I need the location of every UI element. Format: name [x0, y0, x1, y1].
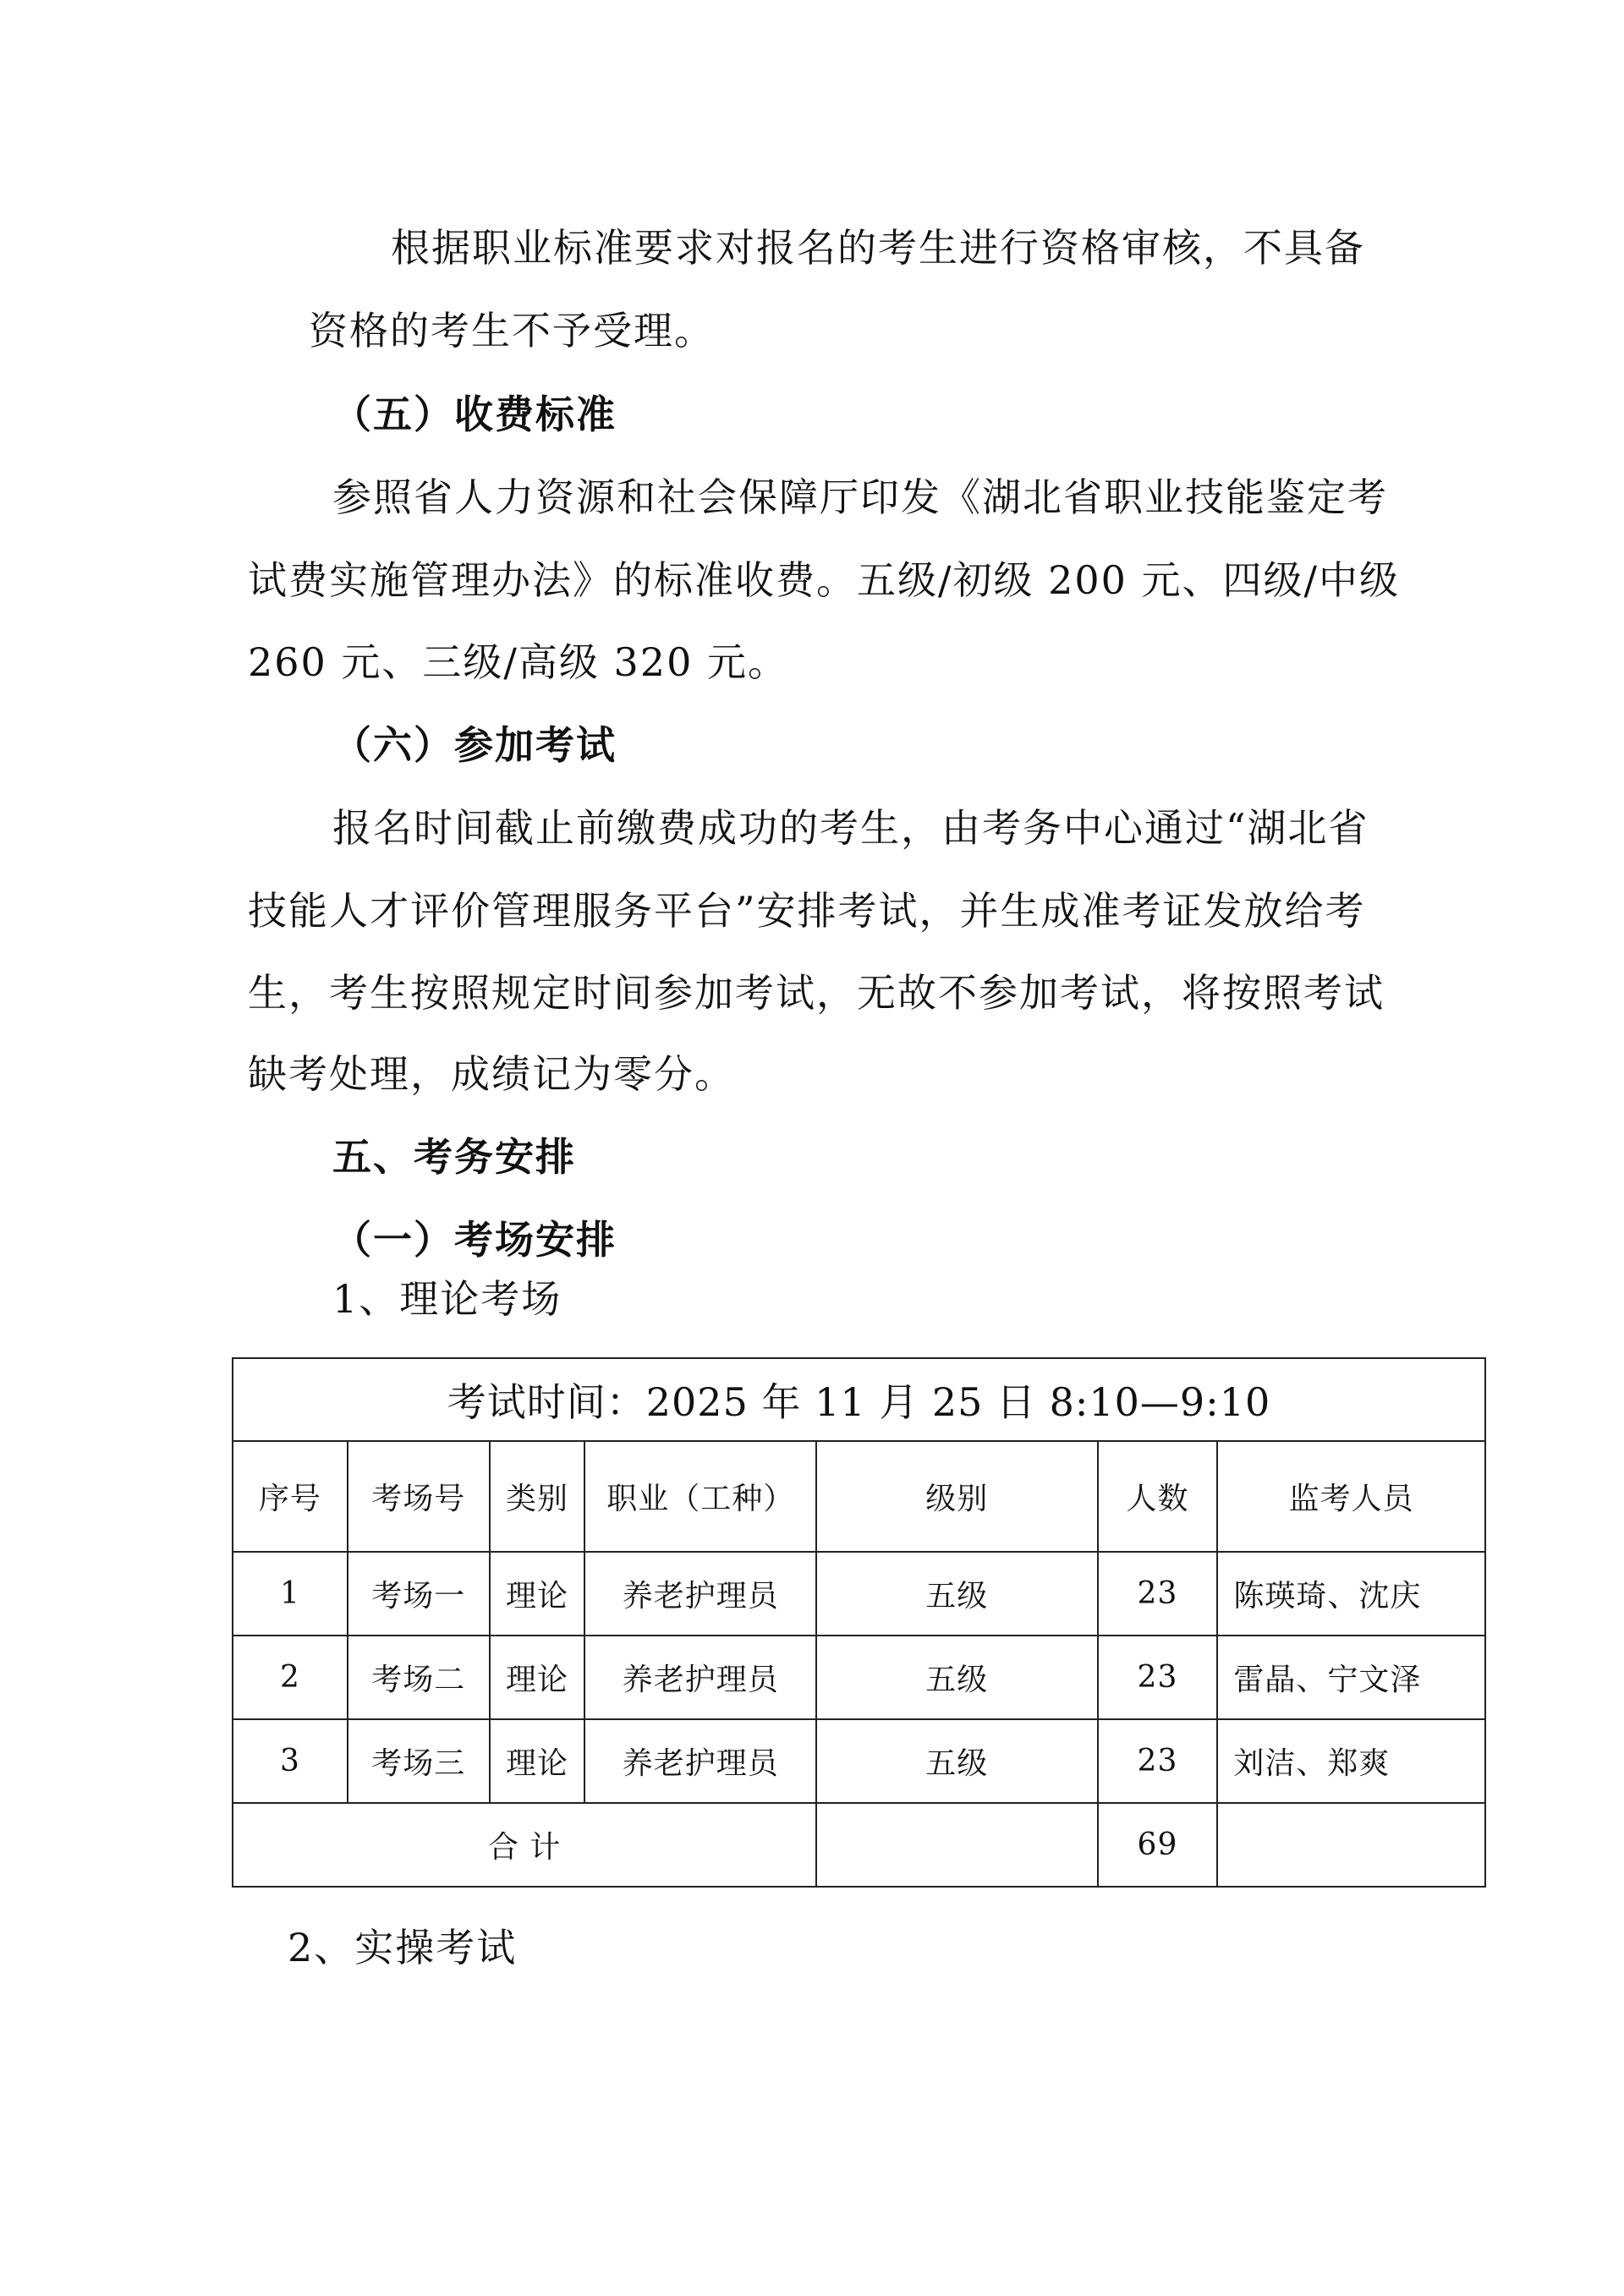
cell: 养老护理员: [584, 1719, 816, 1803]
paragraph-line: 缺考处理，成绩记为零分。: [248, 1051, 735, 1097]
table-row: [233, 1552, 1485, 1636]
header-cell: 考场号: [348, 1441, 490, 1552]
cell: 养老护理员: [584, 1552, 816, 1636]
cell: 雷晶、宁文泽: [1217, 1636, 1485, 1719]
cell: 五级: [816, 1636, 1097, 1719]
cell: 五级: [816, 1552, 1097, 1636]
header-cell: 监考人员: [1217, 1441, 1485, 1552]
paragraph-line: 根据职业标准要求对报名的考生进行资格审核，不具备: [391, 225, 1365, 271]
header-cell: 序号: [233, 1441, 348, 1552]
table-caption: 考试时间：2025 年 11 月 25 日 8:10—9:10: [233, 1358, 1485, 1441]
theory-exam-table: [232, 1357, 1486, 1888]
cell: 3: [233, 1719, 348, 1803]
table-row: [233, 1636, 1485, 1719]
cell: 陈瑛琦、沈庆: [1217, 1552, 1485, 1636]
cell: [1217, 1803, 1485, 1887]
subsection-title: 2、实操考试: [288, 1925, 518, 1970]
paragraph-line: 生，考生按照规定时间参加考试，无故不参加考试，将按照考试: [248, 970, 1385, 1016]
cell: 2: [233, 1636, 348, 1719]
cell: 理论: [490, 1719, 585, 1803]
header-cell: 职业（工种）: [584, 1441, 816, 1552]
cell: 23: [1098, 1552, 1218, 1636]
section-heading: 五、考务安排: [332, 1134, 576, 1180]
table-row: [233, 1719, 1485, 1803]
cell: 考场二: [348, 1636, 490, 1719]
cell: 理论: [490, 1552, 585, 1636]
cell: 23: [1098, 1719, 1218, 1803]
cell: [816, 1803, 1097, 1887]
paragraph-line: 资格的考生不予受理。: [309, 308, 715, 353]
paragraph-line: 试费实施管理办法》的标准收费。五级/初级 200 元、四级/中级: [248, 557, 1401, 603]
cell: 23: [1098, 1636, 1218, 1719]
cell: 刘洁、郑爽: [1217, 1719, 1485, 1803]
table-header-row: [233, 1441, 1485, 1552]
total-label: 合 计: [233, 1803, 816, 1887]
total-count: 69: [1098, 1803, 1218, 1887]
cell: 考场三: [348, 1719, 490, 1803]
cell: 1: [233, 1552, 348, 1636]
cell: 考场一: [348, 1552, 490, 1636]
paragraph-line: 260 元、三级/高级 320 元。: [248, 639, 788, 685]
cell: 五级: [816, 1719, 1097, 1803]
table-total-row: [233, 1803, 1485, 1887]
header-cell: 类别: [490, 1441, 585, 1552]
header-cell: 级别: [816, 1441, 1097, 1552]
cell: 理论: [490, 1636, 585, 1719]
section-heading: （五）收费标准: [332, 392, 617, 437]
header-cell: 人数: [1098, 1441, 1218, 1552]
section-heading: （六）参加考试: [332, 722, 617, 768]
paragraph-line: 技能人才评价管理服务平台”安排考试，并生成准考证发放给考: [248, 888, 1366, 934]
subsection-heading: （一）考场安排: [332, 1217, 617, 1263]
paragraph-line: 参照省人力资源和社会保障厅印发《湖北省职业技能鉴定考: [332, 474, 1388, 520]
cell: 养老护理员: [584, 1636, 816, 1719]
paragraph-line: 报名时间截止前缴费成功的考生，由考务中心通过“湖北省: [332, 805, 1369, 851]
subsection-title: 1、理论考场: [332, 1276, 562, 1322]
